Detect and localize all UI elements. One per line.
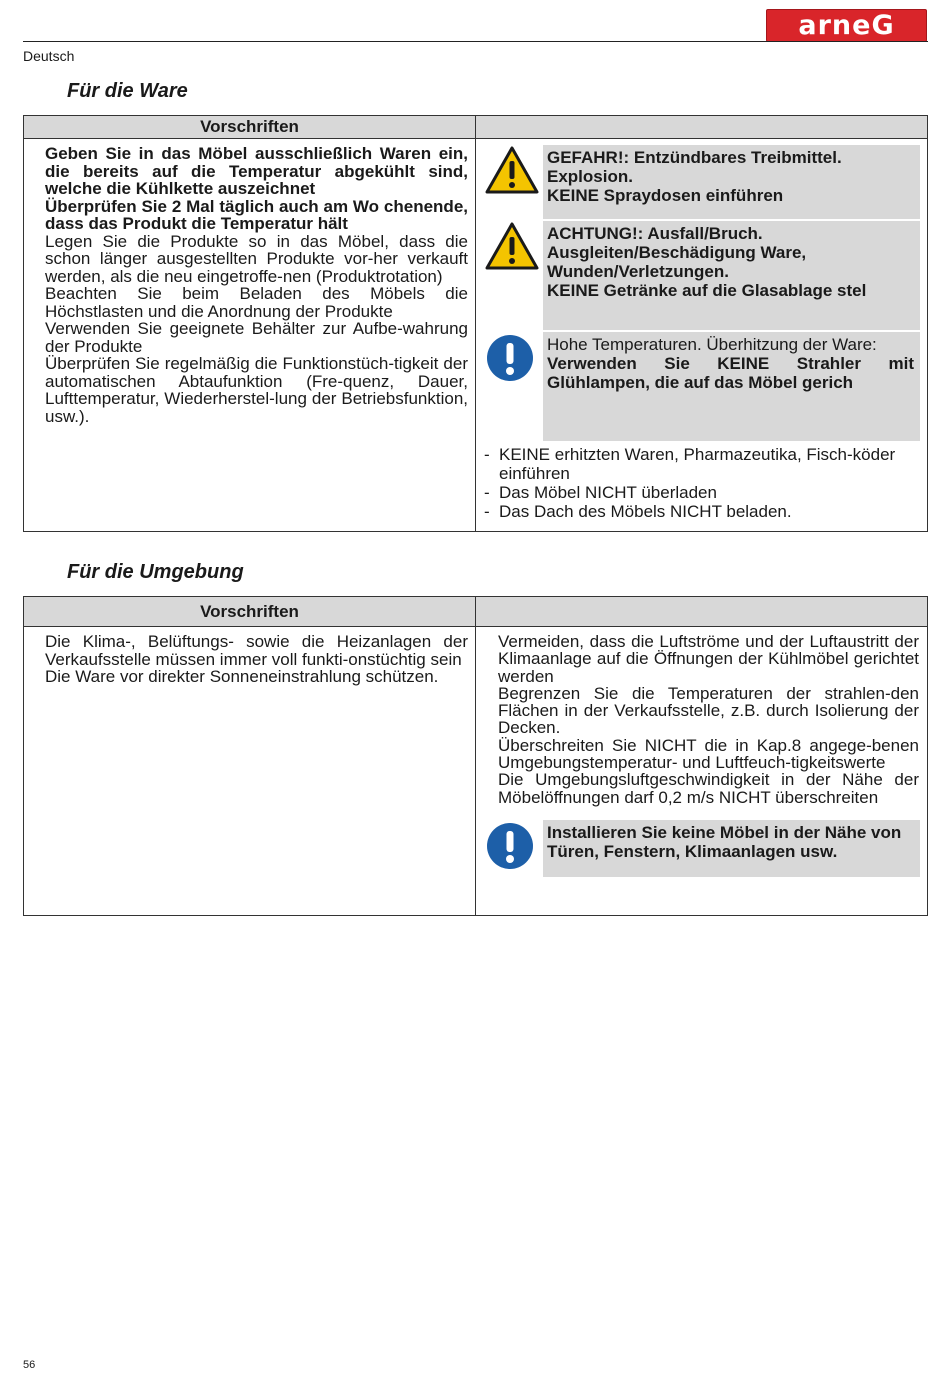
logo-text: arneG	[798, 10, 895, 41]
info-box-installation	[485, 820, 920, 877]
header-rule	[23, 41, 928, 42]
rule-paragraph: Geben Sie in das Möbel ausschließlich Waren ein, die bereits auf die Temperatur abgekühlt sind, welche die Kühlkette auszeichnet	[45, 144, 468, 198]
col-header-vorschriften: Vorschriften	[24, 116, 476, 139]
rule-paragraph: Vermeiden, dass die Luftströme und der Luftaustritt der Klimaanlage auf die Öffnungen der Kühlmöbel gerichtet werden	[498, 632, 919, 686]
rule-paragraph: Die Ware vor direkter Sonneneinstrahlung schützen.	[45, 667, 439, 686]
rule-paragraph: Begrenzen Sie die Temperaturen der strahlen-den Flächen in der Verkaufsstelle, z.B. durch Isolierung der Decken.	[498, 683, 919, 738]
rule-paragraph: Überprüfen Sie 2 Mal täglich auch am Wo chenende, dass das Produkt die Temperatur hält	[45, 196, 468, 233]
warning-box-gefahr	[485, 145, 920, 219]
warning-panel	[543, 221, 920, 330]
col-header-right	[476, 116, 928, 139]
info-text: Hohe Temperaturen. Überhitzung der Ware:	[547, 335, 877, 354]
umgebung-right-cell	[476, 627, 928, 916]
rule-paragraph: Die Klima-, Belüftungs- sowie die Heizanlagen der Verkaufsstelle müssen immer voll funkti-onstüchtig sein	[45, 632, 468, 669]
language-label: Deutsch	[23, 48, 75, 64]
rule-paragraph: Verwenden Sie geeignete Behälter zur Aufbe-wahrung der Produkte	[45, 319, 468, 356]
page-number: 56	[23, 1359, 36, 1371]
info-instruction: Verwenden Sie KEINE Strahler mit Glühlampen, die auf das Möbel gerich	[547, 354, 914, 392]
rule-paragraph: Überschreiten Sie NICHT die in Kap.8 angege-benen Umgebungstemperatur- und Luftfeuch-tigkeitswerte	[498, 735, 919, 773]
rule-paragraph: Überprüfen Sie regelmäßig die Funktionstüch-tigkeit der automatischen Abtaufunktion (Fre-quenz, Dauer, Lufttemperatur, Wiederherstel-lung der Betriebsfunktion, usw.).	[45, 354, 468, 426]
ware-prohibitions-list	[484, 445, 919, 521]
list-item: - Das Möbel NICHT überladen	[484, 483, 919, 502]
warning-text: GEFAHR!: Entzündbares Treibmittel. Explosion.	[547, 148, 842, 186]
section-title-umgebung: Für die Umgebung	[67, 561, 244, 583]
warning-panel	[543, 145, 920, 219]
ware-left-text	[24, 139, 475, 425]
umgebung-left-cell	[24, 627, 476, 916]
info-exclamation-icon	[485, 332, 543, 441]
warning-instruction: KEINE Spraydosen einführen	[547, 186, 784, 205]
info-box-temperature	[485, 332, 920, 441]
umgebung-right-text	[476, 627, 927, 806]
info-exclamation-icon	[485, 820, 543, 877]
section-title-ware: Für die Ware	[67, 80, 188, 102]
warning-instruction: KEINE Getränke auf die Glasablage stel	[547, 281, 867, 300]
rule-paragraph: Die Umgebungsluftgeschwindigkeit in der Nähe der Möbelöffnungen darf 0,2 m/s NICHT überschreiten	[498, 770, 919, 807]
ware-rules-table	[23, 115, 928, 532]
list-item: - KEINE erhitzten Waren, Pharmazeutika, Fisch-köder einführen	[484, 445, 919, 483]
col-header-right	[476, 597, 928, 627]
info-panel	[543, 332, 920, 441]
warning-text: ACHTUNG!: Ausfall/Bruch. Ausgleiten/Beschädigung Ware, Wunden/Verletzungen.	[547, 224, 807, 281]
warning-triangle-icon	[485, 221, 543, 330]
umgebung-left-text	[24, 627, 475, 686]
ware-right-cell	[476, 139, 928, 532]
list-item: - Das Dach des Möbels NICHT beladen.	[484, 502, 919, 521]
rule-paragraph: Beachten Sie beim Beladen des Möbels die Höchstlasten und die Anordnung der Produkte	[45, 284, 468, 321]
arneg-logo	[766, 9, 927, 42]
col-header-vorschriften: Vorschriften	[24, 597, 476, 627]
umgebung-rules-table	[23, 596, 928, 916]
ware-left-cell	[24, 139, 476, 532]
warning-box-achtung	[485, 221, 920, 330]
info-panel	[543, 820, 920, 877]
info-instruction: Installieren Sie keine Möbel in der Nähe von Türen, Fenstern, Klimaanlagen usw.	[547, 822, 902, 861]
warning-triangle-icon	[485, 145, 543, 219]
rule-paragraph: Legen Sie die Produkte so in das Möbel, dass die schon länger ausgestellten Produkte vor-her verkauft werden, als die neu eingetroffe-nen (Produktrotation)	[45, 231, 468, 286]
